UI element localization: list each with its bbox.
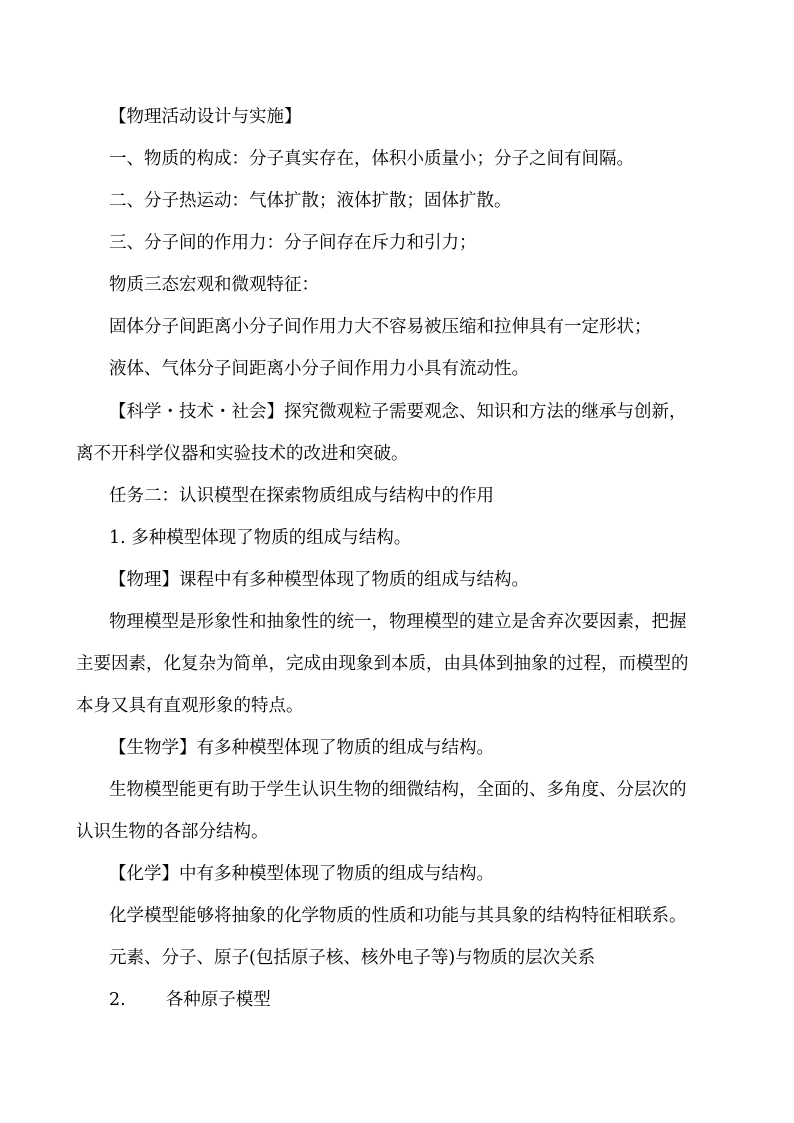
paragraph-line: 离不开科学仪器和实验技术的改进和突破。 — [76, 444, 409, 464]
paragraph-line: 三、分子间的作用力：分子间存在斥力和引力； — [109, 233, 477, 253]
paragraph-line: 化学模型能够将抽象的化学物质的性质和功能与其具象的结构特征相联系。 — [109, 906, 687, 926]
paragraph-line: 一、物质的构成：分子真实存在，体积小质量小；分子之间有间隔。 — [109, 149, 634, 169]
paragraph-line: 认识生物的各部分结构。 — [76, 822, 269, 842]
paragraph-line: 生物模型能更有助于学生认识生物的细微结构，全面的、多角度、分层次的 — [109, 780, 687, 800]
numbered-item: 1. 多种模型体现了物质的组成与结构。 — [109, 528, 412, 548]
item-text: 各种原子模型 — [165, 990, 271, 1010]
section-heading: 【物理活动设计与实施】 — [109, 107, 302, 127]
paragraph-line: 【生物学】有多种模型体现了物质的组成与结构。 — [109, 738, 494, 758]
paragraph-line: 液体、气体分子间距离小分子间作用力小具有流动性。 — [109, 359, 529, 379]
paragraph-line: 【化学】中有多种模型体现了物质的组成与结构。 — [109, 864, 494, 884]
item-number: 2. — [109, 990, 126, 1010]
numbered-item — [109, 989, 271, 1011]
task-heading: 任务二：认识模型在探索物质组成与结构中的作用 — [109, 486, 494, 506]
paragraph-line: 固体分子间距离小分子间作用力大不容易被压缩和拉伸具有一定形状； — [109, 317, 652, 337]
paragraph-line: 主要因素，化复杂为简单，完成由现象到本质，由具体到抽象的过程，而模型的 — [76, 654, 689, 674]
paragraph-line: 【物理】课程中有多种模型体现了物质的组成与结构。 — [109, 570, 529, 590]
paragraph-line: 【科学・技术・社会】探究微观粒子需要观念、知识和方法的继承与创新， — [109, 402, 687, 422]
paragraph-line: 物理模型是形象性和抽象性的统一，物理模型的建立是舍弃次要因素，把握 — [109, 612, 687, 632]
paragraph-line: 物质三态宏观和微观特征： — [109, 275, 319, 295]
paragraph-line: 本身又具有直观形象的特点。 — [76, 696, 304, 716]
paragraph-line: 元素、分子、原子(包括原子核、核外电子等)与物质的层次关系 — [109, 948, 596, 968]
paragraph-line: 二、分子热运动：气体扩散；液体扩散；固体扩散。 — [109, 191, 512, 211]
